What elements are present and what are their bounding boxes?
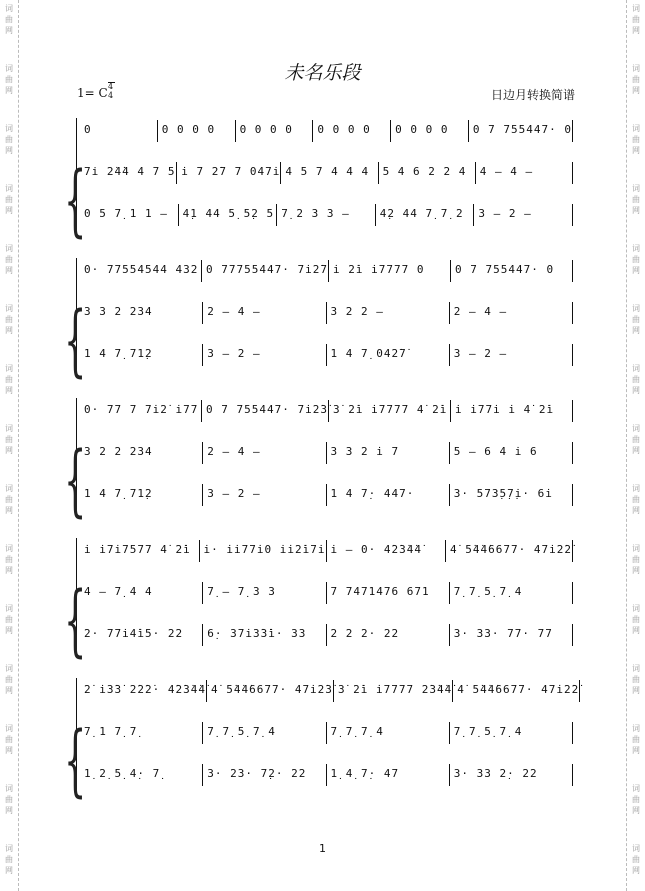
watermark-char: 网	[632, 146, 640, 155]
watermark-char: 网	[632, 326, 640, 335]
watermark-char: 网	[5, 206, 13, 215]
measure: 7̣ 7̣ 5̣ 7̣ 4	[449, 582, 573, 604]
key-signature: 1= C	[77, 86, 108, 100]
watermark-char: 曲	[632, 75, 640, 84]
watermark-char: 曲	[632, 855, 640, 864]
watermark-char: 网	[5, 266, 13, 275]
time-signature-top: 4	[108, 82, 114, 91]
staff-brace: {	[64, 296, 87, 386]
measure: i̇ i̇77i̇ i̇ 4̇ 2̇i̇	[450, 400, 573, 422]
score-system	[64, 258, 573, 408]
watermark-char: 曲	[5, 315, 13, 324]
score-system	[64, 538, 573, 688]
score-system	[64, 398, 573, 548]
watermark-char: 网	[5, 26, 13, 35]
watermark-char: 曲	[632, 15, 640, 24]
watermark-char: 词	[5, 124, 13, 133]
watermark-char: 曲	[632, 495, 640, 504]
staff-brace: {	[64, 576, 87, 666]
measure: 7 7471476 671	[326, 582, 449, 604]
watermark-char: 网	[632, 626, 640, 635]
watermark-char: 词	[5, 604, 13, 613]
watermark-char: 网	[632, 386, 640, 395]
staff-row	[80, 764, 573, 788]
measure: 0 5 7̣ 1 1 –	[84, 207, 168, 220]
staff-row	[80, 624, 573, 648]
watermark-char: 曲	[5, 75, 13, 84]
watermark-char: 网	[5, 506, 13, 515]
staff-row	[80, 260, 573, 284]
measure: 0 77755447· 7i̇2̇7	[201, 260, 328, 282]
time-signature	[108, 82, 113, 100]
measure: 2 – 4 –	[202, 302, 325, 324]
watermark-char: 词	[5, 4, 13, 13]
watermark-char: 网	[5, 686, 13, 695]
measure: 3 – 2 –	[202, 484, 325, 506]
watermark-char: 曲	[632, 555, 640, 564]
watermark-char: 曲	[632, 735, 640, 744]
measure: 3· 23· 7̣2· 22	[202, 764, 325, 786]
watermark-char: 曲	[632, 435, 640, 444]
watermark-char: 曲	[5, 195, 13, 204]
watermark-char: 词	[632, 124, 640, 133]
measure: 6̣· 37i̇3̇3̇i̇· 33	[202, 624, 325, 646]
measure: 4 5 7 4 4 4	[280, 162, 377, 184]
measure: 3̇ 2̇i̇ i̇7777 2̇3̇4̇4̇	[333, 680, 452, 702]
transcriber-credit: 日边月转换简谱	[490, 88, 575, 102]
measure: 3 – 2 –	[449, 344, 573, 366]
measure: 7̣ 7̣ 7̣ 4	[326, 722, 449, 744]
watermark-char: 曲	[632, 615, 640, 624]
watermark-char: 词	[632, 364, 640, 373]
watermark-char: 词	[632, 424, 640, 433]
watermark-char: 词	[632, 64, 640, 73]
staff-row	[80, 484, 573, 508]
watermark-char: 网	[5, 746, 13, 755]
staff-row	[80, 540, 573, 564]
measure: i̇· i̇i̇77i̇0 i̇i̇2̇i̇7i̇	[199, 540, 326, 562]
measure: 3· 573̣5̣7̣i̇· 6i̇	[449, 484, 573, 506]
measure: 2̇ i̇3̇3̇ 2̇2̇2̇· 4̇2̇3̇4̇4̇	[84, 683, 206, 696]
watermark-char: 词	[632, 304, 640, 313]
watermark-char: 网	[632, 506, 640, 515]
watermark-char: 曲	[5, 615, 13, 624]
measure: 7̣ 2 3 3 –	[276, 204, 375, 226]
staff-row	[80, 204, 573, 228]
page-number: 1	[319, 842, 326, 855]
watermark-char: 网	[5, 866, 13, 875]
watermark-char: 曲	[5, 495, 13, 504]
watermark-char: 网	[632, 206, 640, 215]
watermark-char: 词	[632, 544, 640, 553]
measure: 3 2 2 –	[326, 302, 449, 324]
watermark-char: 词	[632, 4, 640, 13]
measure: 7̣ 1 7̣ 7̣	[84, 725, 138, 738]
staff-row	[80, 120, 573, 144]
watermark-char: 曲	[632, 375, 640, 384]
measure: 4̣1 44 5̣ 5̣2 5	[178, 204, 277, 226]
watermark-char: 网	[5, 806, 13, 815]
watermark-char: 曲	[5, 855, 13, 864]
watermark-char: 词	[5, 304, 13, 313]
watermark-char: 词	[5, 664, 13, 673]
watermark-char: 曲	[632, 675, 640, 684]
measure: 1 4 7̣ 71̣2	[84, 347, 153, 360]
measure: 0 0 0 0	[235, 120, 313, 142]
measure: 0 0 0 0	[390, 120, 468, 142]
measure: 5 – 6 4 i̇ 6	[449, 442, 573, 464]
score-title: 未名乐段	[284, 62, 361, 84]
measure: 1 4 7̣ 042̇7̇	[326, 344, 449, 366]
watermark-char: 词	[5, 544, 13, 553]
watermark-char: 曲	[632, 315, 640, 324]
measure: 4̣2 44 7̣ 7̣ 2	[375, 204, 474, 226]
watermark-char: 词	[632, 724, 640, 733]
watermark-char: 词	[632, 484, 640, 493]
score-system	[64, 118, 573, 268]
time-signature-bottom: 4	[108, 91, 114, 100]
watermark-char: 词	[632, 784, 640, 793]
measure: 0· 77554544 432	[84, 263, 199, 276]
watermark-char: 网	[5, 146, 13, 155]
watermark-char: 曲	[632, 795, 640, 804]
score-system	[64, 678, 580, 828]
staff-row	[80, 400, 573, 424]
watermark-char: 词	[5, 244, 13, 253]
watermark-char: 曲	[5, 135, 13, 144]
measure: 0 7 755447· 7i̇2̇3̇	[201, 400, 328, 422]
watermark-char: 曲	[632, 135, 640, 144]
watermark-char: 网	[5, 626, 13, 635]
measure: 2 2 2· 22	[326, 624, 449, 646]
measure: i̇ i̇7i̇7577 4̇ 2̇i̇	[84, 543, 191, 556]
watermark-char: 曲	[5, 15, 13, 24]
watermark-char: 词	[5, 784, 13, 793]
watermark-char: 曲	[632, 195, 640, 204]
measure: 0 7 755447· 0	[468, 120, 573, 142]
staff-brace: {	[64, 156, 87, 246]
watermark-char: 网	[5, 566, 13, 575]
measure: 2 – 4 –	[449, 302, 573, 324]
measure: 3 – 2 –	[473, 204, 573, 226]
staff-row	[80, 722, 573, 746]
measure: 0· 77 7 7i̇2̇ i̇77	[84, 403, 199, 416]
watermark-char: 曲	[5, 735, 13, 744]
measure: 1 4 7̣ 71̣2	[84, 487, 153, 500]
watermark-char: 网	[5, 326, 13, 335]
measure: 3̇ 2̇i̇ i̇7777 4̇ 2̇i̇	[328, 400, 450, 422]
watermark-char: 曲	[632, 255, 640, 264]
watermark-char: 网	[632, 566, 640, 575]
measure: 1 4 7̣· 447·	[326, 484, 449, 506]
measure: 7̣ – 7̣ 3 3	[202, 582, 325, 604]
staff-row	[80, 582, 573, 606]
watermark-char: 曲	[5, 795, 13, 804]
watermark-char: 网	[632, 806, 640, 815]
watermark-char: 词	[632, 664, 640, 673]
watermark-char: 词	[5, 724, 13, 733]
measure: 1̣ 4̣ 7̣· 47	[326, 764, 449, 786]
watermark-char: 曲	[5, 675, 13, 684]
watermark-char: 词	[5, 844, 13, 853]
watermark-char: 网	[632, 26, 640, 35]
watermark-char: 词	[632, 604, 640, 613]
watermark-char: 网	[5, 446, 13, 455]
watermark-char: 曲	[5, 435, 13, 444]
measure: 3 2 2 234	[84, 445, 153, 458]
measure: 4 – 4 –	[475, 162, 573, 184]
measure: 0	[84, 123, 92, 136]
staff-brace: {	[64, 436, 87, 526]
watermark-char: 词	[5, 424, 13, 433]
watermark-char: 词	[5, 364, 13, 373]
watermark-char: 曲	[5, 255, 13, 264]
measure: 0 7 755447· 0	[450, 260, 573, 282]
right-watermark-strip	[626, 0, 645, 891]
measure: 4̇ 5̇4̇4̇6677· 47i̇2̇2̇	[452, 680, 580, 702]
watermark-char: 网	[5, 386, 13, 395]
measure: 4̇ 5̇4̇4̇6677· 47i̇2̇3̇	[206, 680, 333, 702]
staff-row	[80, 302, 573, 326]
measure: 2· 77i̇4̇i̇5· 22	[84, 627, 184, 640]
staff-brace: {	[64, 716, 87, 806]
watermark-char: 网	[632, 266, 640, 275]
watermark-char: 词	[5, 64, 13, 73]
measure: 7̣ 7̣ 5̣ 7̣ 4	[202, 722, 325, 744]
watermark-char: 网	[632, 686, 640, 695]
measure: 5 4 6 2 2 4	[378, 162, 475, 184]
staff-row	[80, 162, 573, 186]
staff-row	[80, 442, 573, 466]
staff-row	[80, 680, 580, 704]
measure: 2 – 4 –	[202, 442, 325, 464]
measure: 3 – 2 –	[202, 344, 325, 366]
measure: 7i 2̇4̇4 4 7 5	[84, 165, 176, 178]
watermark-char: 词	[632, 244, 640, 253]
watermark-char: 曲	[5, 555, 13, 564]
staff-row	[80, 344, 573, 368]
measure: i̇ 7 2̇7 7 047i̇	[176, 162, 280, 184]
watermark-char: 词	[632, 184, 640, 193]
measure: 1̣ 2̣ 5̣ 4̣· 7̣	[84, 767, 161, 780]
watermark-char: 词	[632, 844, 640, 853]
watermark-char: 网	[632, 746, 640, 755]
watermark-char: 词	[5, 484, 13, 493]
measure: 3· 33· 77· 77	[449, 624, 573, 646]
watermark-char: 网	[632, 86, 640, 95]
measure: 3· 33 2̣· 22	[449, 764, 573, 786]
watermark-char: 词	[5, 184, 13, 193]
watermark-char: 网	[5, 86, 13, 95]
measure: i̇ – 0· 4̇2̇3̇4̇4̇	[326, 540, 446, 562]
measure: 0 0 0 0	[312, 120, 390, 142]
measure: 0 0 0 0	[157, 120, 235, 142]
measure: 3 3 2 234	[84, 305, 153, 318]
measure: 7̣ 7̣ 5̣ 7̣ 4	[449, 722, 573, 744]
left-watermark-strip	[0, 0, 19, 891]
measure: 4̇ 5̇4̇4̇6677· 47i̇2̇2̇	[445, 540, 573, 562]
measure: 3 3 2 i̇ 7	[326, 442, 449, 464]
measure: 4 – 7̣ 4 4	[84, 585, 153, 598]
watermark-char: 网	[632, 446, 640, 455]
measure: i̇ 2̇i̇ i̇7777 0	[328, 260, 450, 282]
watermark-char: 曲	[5, 375, 13, 384]
watermark-char: 网	[632, 866, 640, 875]
